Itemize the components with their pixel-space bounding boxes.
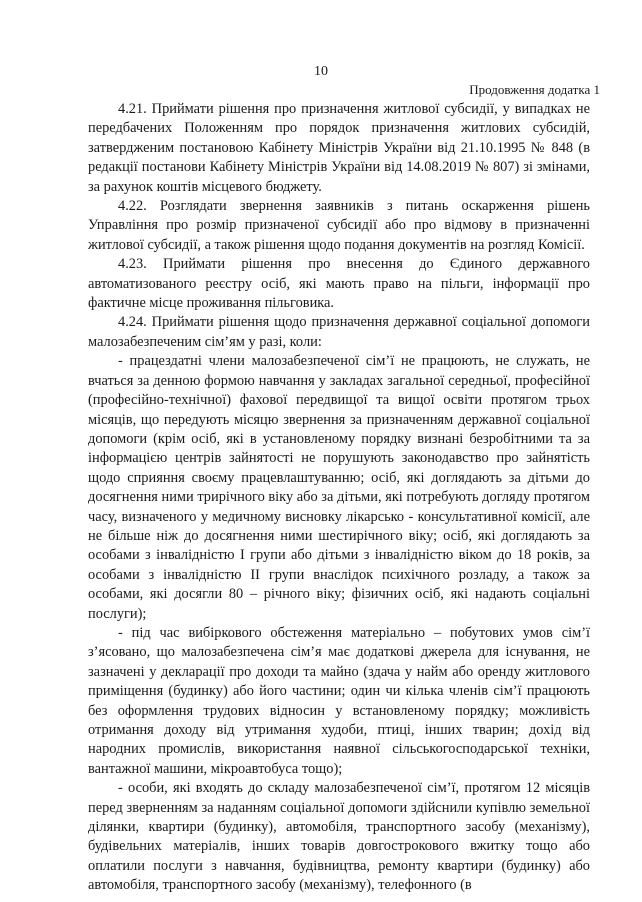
paragraph-4-23: 4.23. Приймати рішення про внесення до Єдиного державного автоматизованого реєстру осіб, які мають право на пільги, інформації про фактичне місце проживання пільговика. bbox=[88, 256, 590, 312]
paragraph-4-22: 4.22. Розглядати звернення заявників з питань оскарження рішень Управління про розмір призначеної субсидії або про відмову в призначенні житлової субсидії, а також рішення щодо подання документів на розгляд Комісії. bbox=[88, 198, 590, 253]
list-item-purchases: - особи, які входять до складу малозабезпеченої сім’ї, протягом 12 місяців перед зверненням за наданням соціальної допомоги здійснили купівлю земельної ділянки, квартири (будинку), автомобіля, транспортного засобу (механізму), будівельних матеріалів, інших товарів довгострокового вжитку тощо або оплатили послуги з навчання, будівництва, ремонту квартири (будинку) або автомобіля, транспортного засобу (механізму), телефонного (в bbox=[88, 780, 590, 894]
page-number: 10 bbox=[314, 64, 328, 79]
paragraph-4-21: 4.21. Приймати рішення про призначення житлової субсидії, у випадках не передбачених Положенням про порядок призначення житлових субсидій, затвердженим постановою Кабінету Міністрів України від 21.10.1995 № 848 (в редакції постанови Кабінету Міністрів України від 14.08.2019 № 807) зі змінами, за рахунок коштів місцевого бюджету. bbox=[88, 101, 590, 195]
continuation-note: Продовження додатка 1 bbox=[469, 82, 600, 97]
list-item-inspection: - під час вибіркового обстеження матеріально – побутових умов сім’ї з’ясовано, що малозабезпечена сім’я має додаткові джерела для існування, не зазначені у декларації про доходи та майно (здача у найм або оренду житлового приміщення (будинку) або його частини; один чи кілька членів сім’ї працюють без оформлення трудових відносин у встановленому порядку; можливість отримання доходу від утримання худоби, птиці, інших тварин; дохід від народних промислів, використання наявної сільськогосподарської техніки, вантажної машини, мікроавтобуса тощо); bbox=[88, 624, 590, 777]
paragraph-4-24: 4.24. Приймати рішення щодо призначення державної соціальної допомоги малозабезпеченим сім’ям у разі, коли: bbox=[88, 314, 590, 350]
document-body bbox=[88, 100, 590, 896]
list-item-unemployed: - працездатні члени малозабезпеченої сім’ї не працюють, не служать, не вчаться за денною формою навчання у закладах загальної середньої, професійної (професійно-технічної) фахової передвищої та вищої освіти протягом трьох місяців, що передують місяцю звернення за призначенням державної соціальної допомоги (крім осіб, які в установленому порядку визнані безробітними та за інформацією центрів зайнятості не порушують законодавство про зайнятість щодо сприяння своєму працевлаштуванню; осіб, які доглядають за дітьми до досягнення ними трирічного віку або за дітьми, які потребують догляду протягом часу, визначеного у медичному висновку лікарсько - консультативної комісії, але не більше ніж до досягнення ними шестирічного віку; осіб, які доглядають за особами з інвалідністю І групи або дітьми з інвалідністю віком до 18 років, за особами з інвалідністю ІІ групи внаслідок психічного розладу, а також за особами, які досягли 80 – річного віку; фізичних осіб, які надають соціальні послуги); bbox=[88, 353, 590, 622]
